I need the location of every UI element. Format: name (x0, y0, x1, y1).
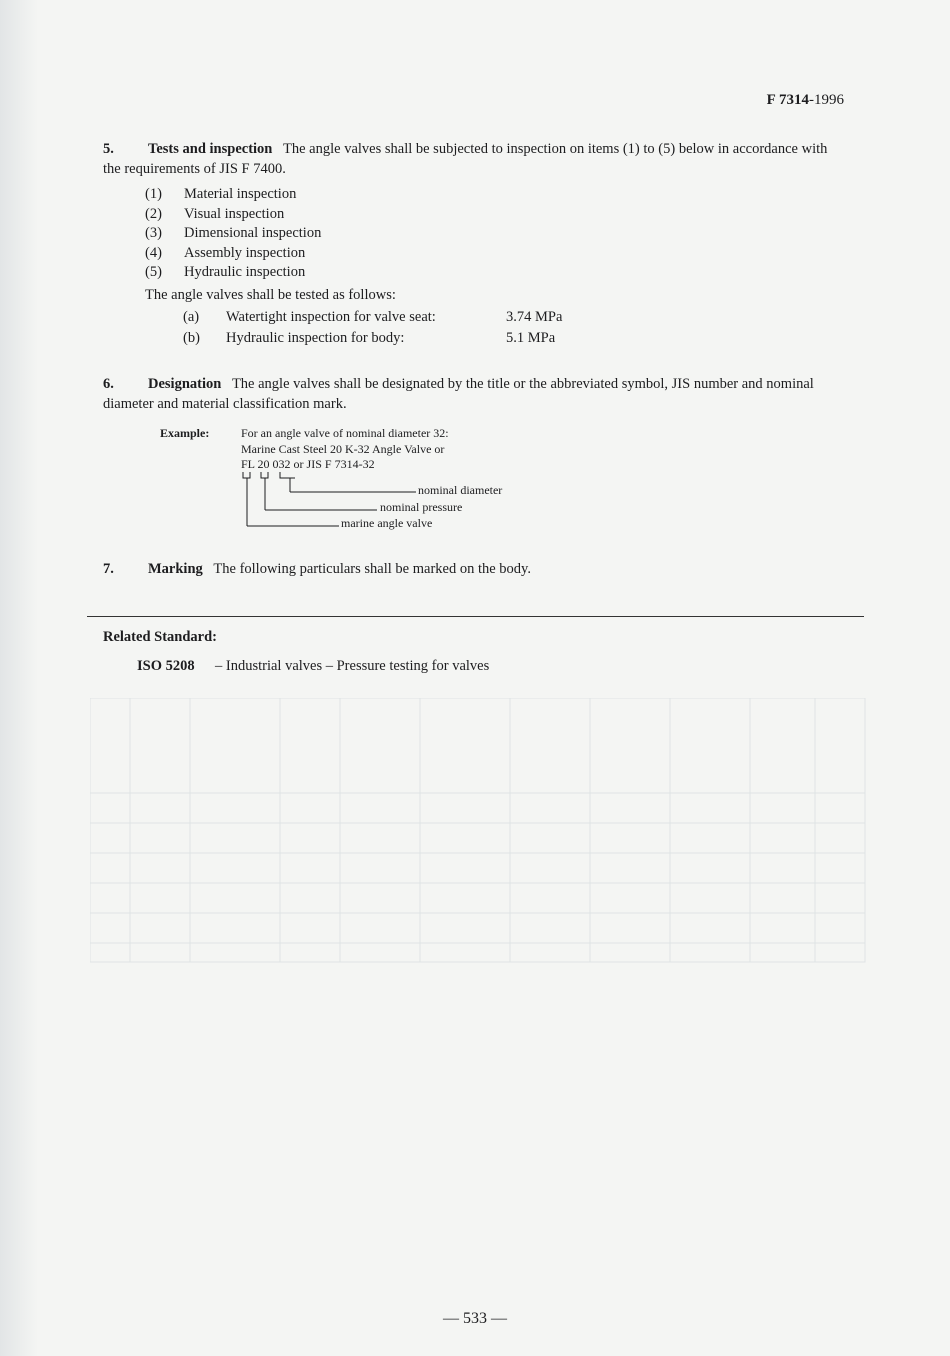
related-standard-item (137, 658, 489, 675)
page-number: — 533 — (443, 1310, 507, 1327)
list-item-text: Material inspection (184, 186, 297, 202)
related-standard-code: ISO 5208 (137, 658, 195, 674)
test-description: Hydraulic inspection for body: (226, 330, 405, 346)
example-body (241, 426, 541, 473)
list-item (145, 186, 321, 206)
section-divider (87, 616, 864, 617)
list-item-label: (5) (145, 264, 162, 280)
example-line: Marine Cast Steel 20 K-32 Angle Valve or (241, 441, 445, 456)
list-item-label: (1) (145, 186, 162, 202)
list-item-text: Hydraulic inspection (184, 264, 306, 280)
list-item (145, 264, 321, 284)
list-item-label: (3) (145, 225, 162, 241)
section-5-number: 5. (103, 141, 114, 157)
section-7-text: The following particulars shall be marked on the body. (213, 561, 531, 577)
test-pressure-list (183, 309, 562, 351)
section-7-number: 7. (103, 561, 114, 577)
label-nominal-diameter: nominal diameter (418, 483, 503, 497)
bleed-through-table (90, 698, 868, 963)
page-binding-shadow (0, 0, 38, 1356)
standard-number-header (767, 92, 844, 109)
section-6-number: 6. (103, 376, 114, 392)
test-row (183, 330, 562, 351)
section-6-paragraph (103, 374, 848, 414)
test-value: 5.1 MPa (506, 330, 556, 346)
section-5-text: The angle valves shall be subjected to inspection on items (1) to (5) below in accordance with the requirements of JIS F 7400. (103, 141, 828, 177)
list-item-text: Dimensional inspection (184, 225, 322, 241)
standard-year: -1996 (809, 92, 844, 108)
test-label: (a) (183, 309, 200, 325)
section-7-paragraph (103, 559, 848, 579)
test-value: 3.74 MPa (506, 309, 563, 325)
example-line: For an angle valve of nominal diameter 32: (241, 426, 449, 440)
label-marine-angle-valve: marine angle valve (341, 516, 433, 530)
example-line: FL 20 032 or JIS F 7314-32 (241, 457, 375, 471)
standard-code: F 7314 (766, 92, 809, 108)
inspection-item-list (145, 186, 321, 284)
list-item (145, 245, 321, 265)
section-7-title: Marking (148, 561, 203, 577)
test-description: Watertight inspection for valve seat: (226, 309, 436, 325)
related-standard-description: – Industrial valves – Pressure testing for valves (215, 658, 490, 674)
related-standard-title: Related Standard: (103, 629, 217, 645)
list-item (145, 225, 321, 245)
section-6-text: The angle valves shall be designated by the title or the abbreviated symbol, JIS number and nominal diameter and material classification mark. (103, 376, 814, 412)
list-item-label: (4) (145, 244, 162, 261)
test-label: (b) (183, 330, 200, 346)
tested-intro: The angle valves shall be tested as follows: (145, 287, 396, 303)
section-5-title: Tests and inspection (148, 141, 273, 157)
section-6-title: Designation (148, 376, 222, 392)
list-item-text: Assembly inspection (184, 244, 306, 261)
example-label: Example: (160, 426, 210, 440)
label-nominal-pressure: nominal pressure (380, 500, 463, 514)
test-row (183, 309, 562, 330)
list-item-text: Visual inspection (184, 205, 285, 222)
section-5-paragraph (103, 139, 848, 179)
list-item-label: (2) (145, 205, 162, 222)
list-item (145, 206, 321, 226)
